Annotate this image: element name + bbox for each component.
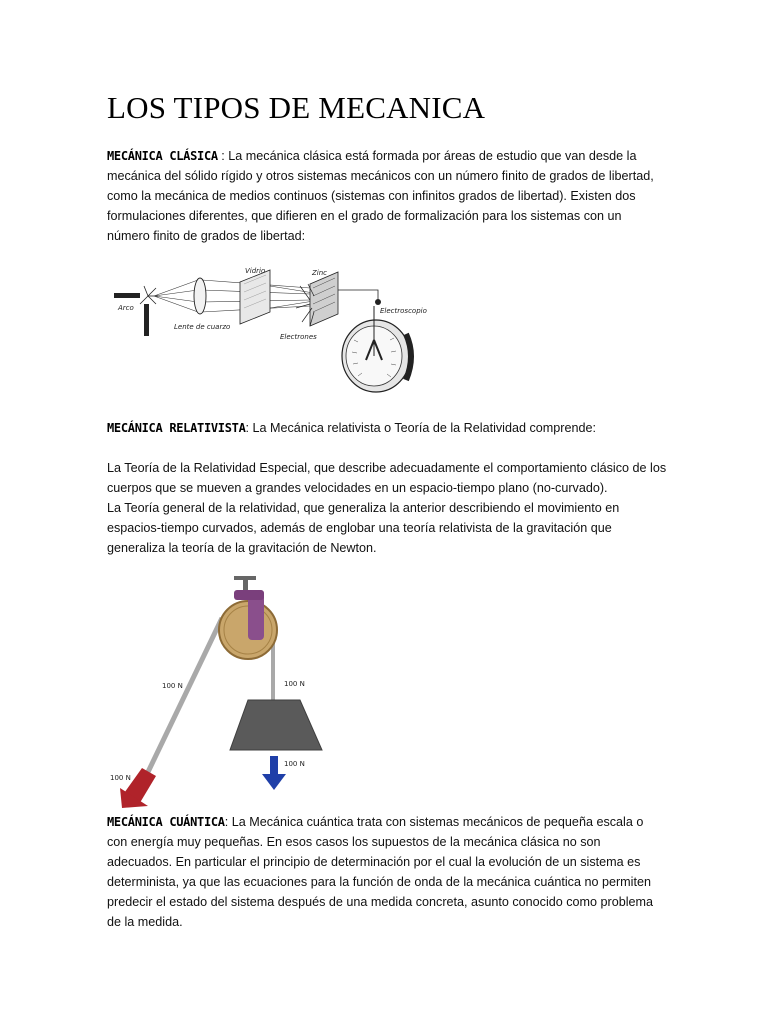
label-electroscopio: Electroscopio xyxy=(380,307,427,315)
photoelectric-figure xyxy=(110,260,430,395)
label-arrow-down: 100 N xyxy=(284,760,305,768)
quartz-lens xyxy=(194,278,206,314)
section-relativista-p1: La Teoría de la Relatividad Especial, que describe adecuadamente el comportamiento clásico de los cuerpos que se mueven a grandes velocidades en un espacio-tiempo plano (no-curvado). xyxy=(107,461,667,495)
section-clasica xyxy=(107,146,667,246)
section-clasica-body: La mecánica clásica está formada por áreas de estudio que van desde la mecánica del sólido rígido y otros sistemas mecánicos con un número finito de grados de libertad, como la mecánica de medios continuos (sistemas con infinitos grados de libertad). Existen dos formulaciones diferentes, que difieren en el grado de formalización para los sistemas con un número finito de grados de libertad: xyxy=(107,149,654,243)
connecting-wire xyxy=(338,290,378,300)
page-title: LOS TIPOS DE MECANICA xyxy=(107,90,486,125)
arc-electrode-bottom xyxy=(144,304,149,336)
arrow-down-force xyxy=(270,756,278,776)
section-relativista-heading: MECÁNICA RELATIVISTA xyxy=(107,421,246,435)
section-relativista xyxy=(107,418,667,438)
label-arrow-left: 100 N xyxy=(110,774,131,782)
section-cuantica xyxy=(107,812,667,932)
label-rope-left: 100 N xyxy=(162,682,183,690)
weight-block xyxy=(230,700,322,750)
section-cuantica-separator: : xyxy=(224,815,232,829)
section-cuantica-body: La Mecánica cuántica trata con sistemas mecánicos de pequeña escala o con energía muy pequeñas. En esos casos los supuestos de la mecánica clásica no son adecuados. En particular el principio de determinación por el cual la evolución de un sistema es determinista, ya que las ecuaciones para la función de onda de la mecánica cuántica no permiten predecir el estado del sistema después de una medida concreta, asunto conocido como problema de la medida. xyxy=(107,815,654,929)
section-relativista-separator: : xyxy=(245,421,253,435)
section-clasica-heading: MECÁNICA CLÁSICA xyxy=(107,149,218,163)
rope-left xyxy=(148,618,222,772)
section-relativista-p2: La Teoría general de la relatividad, que generaliza la anterior describiendo el movimiento en espacios-tiempo curvados, además de englobar una teoría relativista de la gravitación que generaliza la teoría de la gravitación de Newton. xyxy=(107,501,620,555)
glass-plate xyxy=(240,270,270,324)
electroscope-icon xyxy=(342,306,411,392)
arc-electrode-top xyxy=(114,293,140,298)
label-lente: Lente de cuarzo xyxy=(174,323,231,331)
section-cuantica-heading: MECÁNICA CUÁNTICA xyxy=(107,815,225,829)
label-arco: Arco xyxy=(118,304,134,312)
arc-spark-icon xyxy=(140,286,158,304)
section-relativista-body: La Mecánica relativista o Teoría de la Relatividad comprende: xyxy=(252,421,596,435)
section-clasica-separator: : xyxy=(217,149,229,163)
pulley-figure xyxy=(108,574,338,810)
label-rope-right: 100 N xyxy=(284,680,305,688)
label-zinc: Zinc xyxy=(312,269,328,277)
light-rays xyxy=(154,280,320,312)
label-vidrio: Vidrio xyxy=(245,267,266,275)
label-electrones: Electrones xyxy=(280,333,317,341)
